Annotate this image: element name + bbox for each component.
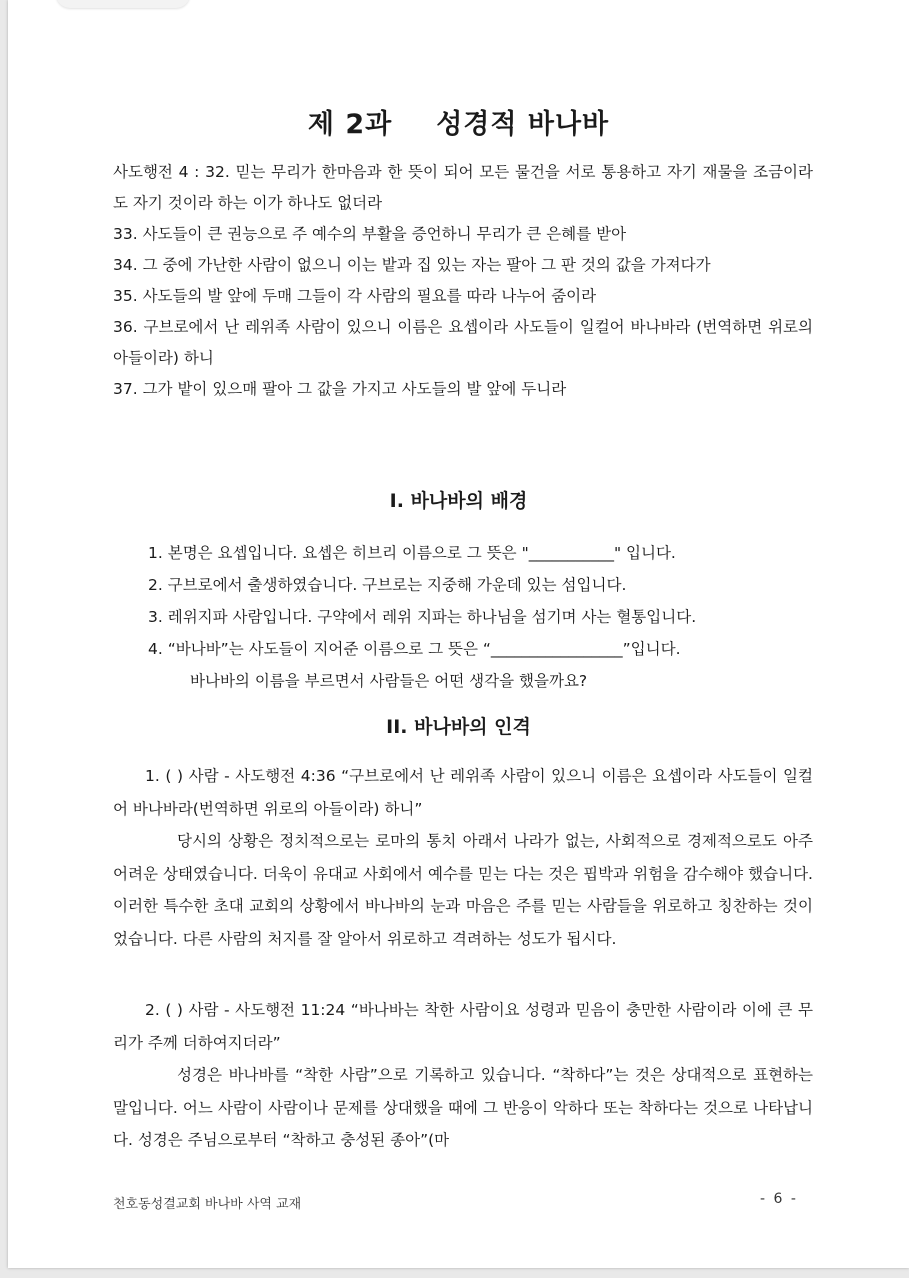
overlay-tab <box>56 0 190 8</box>
page-title <box>8 102 909 141</box>
character-point-2 <box>113 994 813 1157</box>
document-page <box>8 0 909 1268</box>
discussion-question: 바나바의 이름을 부르면서 사람들은 어떤 생각을 했을까요? <box>190 672 588 690</box>
verse: 35. 사도들의 발 앞에 두매 그들이 각 사람의 필요를 따라 나누어 줌이라 <box>113 287 597 305</box>
list-item: 2. 구브로에서 출생하였습니다. 구브로는 지중해 가운데 있는 섬입니다. <box>148 576 627 594</box>
point-paragraph: 당시의 상황은 정치적으로는 로마의 통치 아래서 나라가 없는, 사회적으로 경제적으로도 아주 어려운 상태였습니다. 더욱이 유대교 사회에서 예수를 믿는 다는 것은 핍박과 위험을 감수해야 했습니다. 이러한 특수한 초대 교회의 상황에서 바나바의 눈과 마음은 주를 믿는 사람들을 위로하고 칭찬하는 것이었습니다. 다른 사람의 처지를 잘 알아서 위로하고 격려하는 성도가 됩시다. <box>113 832 813 948</box>
list-item: 1. 본명은 요셉입니다. 요셉은 히브리 이름으로 그 뜻은 "___________" 입니다. <box>148 544 676 562</box>
verse: 36. 구브로에서 난 레위족 사람이 있으니 이름은 요셉이라 사도들이 일컬어 바나바라 (번역하면 위로의 아들이라) 하니 <box>113 318 813 367</box>
character-point-1 <box>113 760 813 955</box>
verse: 사도행전 4 : 32. 믿는 무리가 한마음과 한 뜻이 되어 모든 물건을 서로 통용하고 자기 재물을 조금이라도 자기 것이라 하는 이가 하나도 없더라 <box>113 163 813 212</box>
point-paragraph: 성경은 바나바를 “착한 사람”으로 기록하고 있습니다. “착하다”는 것은 상대적으로 표현하는 말입니다. 어느 사람이 사람이나 문제를 상대했을 때에 그 반응이 악하다 또는 착하다는 것으로 나타납니다. 성경은 주님으로부터 “착하고 충성된 종아”(마 <box>113 1066 813 1149</box>
scripture-passage <box>113 157 813 405</box>
lesson-name: 성경적 바나바 <box>436 109 610 140</box>
background-list <box>148 537 828 697</box>
list-item: 4. “바나바”는 사도들이 지어준 이름으로 그 뜻은 “_________________”입니다. <box>148 640 681 658</box>
lesson-number: 제 2과 <box>307 109 393 140</box>
list-item: 3. 레위지파 사람입니다. 구약에서 레위 지파는 하나님을 섬기며 사는 혈통입니다. <box>148 608 697 626</box>
section-heading-background: I. 바나바의 배경 <box>389 490 528 512</box>
footer-source: 천호동성결교회 바나바 사역 교재 <box>113 1197 302 1212</box>
verse: 37. 그가 밭이 있으매 팔아 그 값을 가지고 사도들의 발 앞에 두니라 <box>113 380 567 398</box>
point-heading: 2. ( ) 사람 - 사도행전 11:24 “바나바는 착한 사람이요 성령과 믿음이 충만한 사람이라 이에 큰 무리가 주께 더하여지더라” <box>113 1001 813 1052</box>
verse: 34. 그 중에 가난한 사람이 없으니 이는 밭과 집 있는 자는 팔아 그 판 것의 값을 가져다가 <box>113 256 711 274</box>
point-heading: 1. ( ) 사람 - 사도행전 4:36 “구브로에서 난 레위족 사람이 있으니 이름은 요셉이라 사도들이 일컬어 바나바라(번역하면 위로의 아들이라) 하니” <box>113 767 813 818</box>
verse: 33. 사도들이 큰 권능으로 주 예수의 부활을 증언하니 무리가 큰 은혜를 받아 <box>113 225 627 243</box>
page-number: - 6 - <box>760 1191 798 1207</box>
section-heading-character: II. 바나바의 인격 <box>386 716 531 738</box>
